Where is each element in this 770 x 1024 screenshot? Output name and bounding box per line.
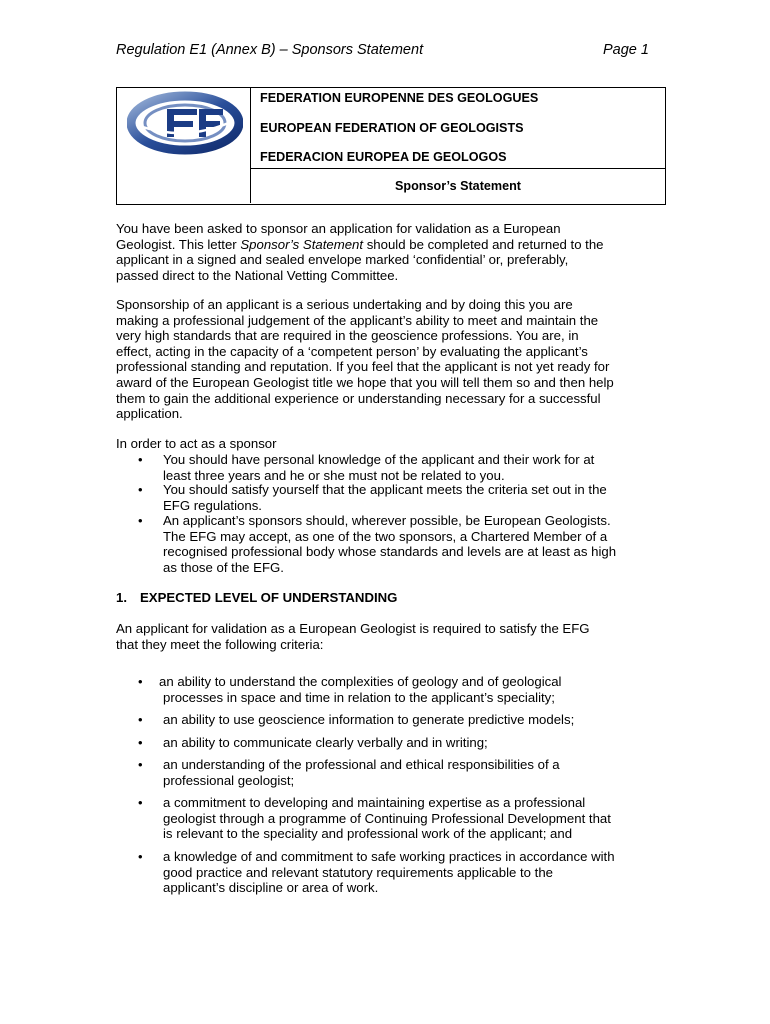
list-item: You should have personal knowledge of the applicant and their work for at least three years and he or she must not be related to you.	[163, 452, 595, 483]
criteria-item: a knowledge of and commitment to safe working practices in accordance with good practice and relevant statutory requirements applicable to the applicant’s discipline or area of work.	[163, 849, 615, 896]
form-title: Sponsor’s Statement	[395, 179, 521, 193]
table-divider	[251, 168, 665, 169]
bullet-icon: •	[138, 452, 143, 467]
logo-cell	[117, 88, 251, 203]
bullet-icon: •	[138, 482, 143, 497]
requirements-lead: In order to act as a sponsor	[116, 436, 277, 451]
page-number: Page 1	[603, 42, 649, 58]
intro-line: passed direct to the National Vetting Committee.	[116, 267, 399, 283]
bullet-icon: •	[138, 712, 143, 727]
bullet-icon: •	[138, 735, 143, 750]
bullet-icon: •	[138, 513, 143, 528]
intro-line: Geologist. This letter Sponsor’s Statement should be completed and returned to the	[116, 236, 604, 252]
criteria-item: a commitment to developing and maintaining expertise as a professional geologist through a programme of Continuing Professional Development that is relevant to the speciality and professional work of the applicant; and	[163, 795, 611, 842]
document-header-title: Regulation E1 (Annex B) – Sponsors Statement	[116, 42, 424, 58]
masthead-table	[116, 87, 666, 205]
criteria-item: an ability to communicate clearly verbally and in writing;	[163, 735, 488, 750]
section-number: 1.	[116, 590, 127, 605]
org-name-spanish: FEDERACION EUROPEA DE GEOLOGOS	[260, 150, 507, 164]
criteria-item: an understanding of the professional and ethical responsibilities of a professional geologist;	[163, 757, 560, 788]
org-name-english: EUROPEAN FEDERATION OF GEOLOGISTS	[260, 121, 524, 135]
criteria-item: an ability to use geoscience information to generate predictive models;	[163, 712, 575, 727]
list-item: You should satisfy yourself that the applicant meets the criteria set out in the EFG regulations.	[163, 482, 607, 513]
bullet-icon: •	[138, 674, 143, 689]
section-title: EXPECTED LEVEL OF UNDERSTANDING	[140, 590, 398, 605]
form-name-italic: Sponsor’s Statement	[240, 236, 364, 252]
intro-line: You have been asked to sponsor an application for validation as a European	[116, 221, 561, 236]
bullet-icon: •	[138, 849, 143, 864]
intro-line: applicant in a signed and sealed envelope marked ‘confidential’ or, preferably,	[116, 252, 569, 268]
section-heading	[116, 590, 397, 605]
bullet-icon: •	[138, 757, 143, 772]
intro-paragraph	[116, 221, 672, 283]
sponsorship-paragraph: Sponsorship of an applicant is a serious undertaking and by doing this you are making a professional judgement of the applicant’s ability to meet and maintain the very high standards that are required in the geoscience professions. You are, in effect, acting in the capacity of a ‘competent person’ by evaluating the applicant’s professional standing and reputation. If you feel that the applicant is not yet ready for award of the European Geologist title we hope that you will tell them so and then help them to gain the additional experience or understanding necessary for a successful application.	[116, 297, 614, 422]
criteria-item: an ability to understand the complexities of geology and of geological processes in space and time in relation to the applicant’s speciality;	[159, 674, 562, 705]
section-intro: An applicant for validation as a European Geologist is required to satisfy the EFG that they meet the following criteria:	[116, 621, 590, 652]
list-item: An applicant’s sponsors should, wherever possible, be European Geologists. The EFG may accept, as one of the two sponsors, a Chartered Member of a recognised professional body whose standards and levels are at least as high as those of the EFG.	[163, 513, 617, 575]
bullet-icon: •	[138, 795, 143, 810]
org-name-french: FEDERATION EUROPENNE DES GEOLOGUES	[260, 91, 539, 105]
efg-logo-icon	[127, 91, 243, 155]
